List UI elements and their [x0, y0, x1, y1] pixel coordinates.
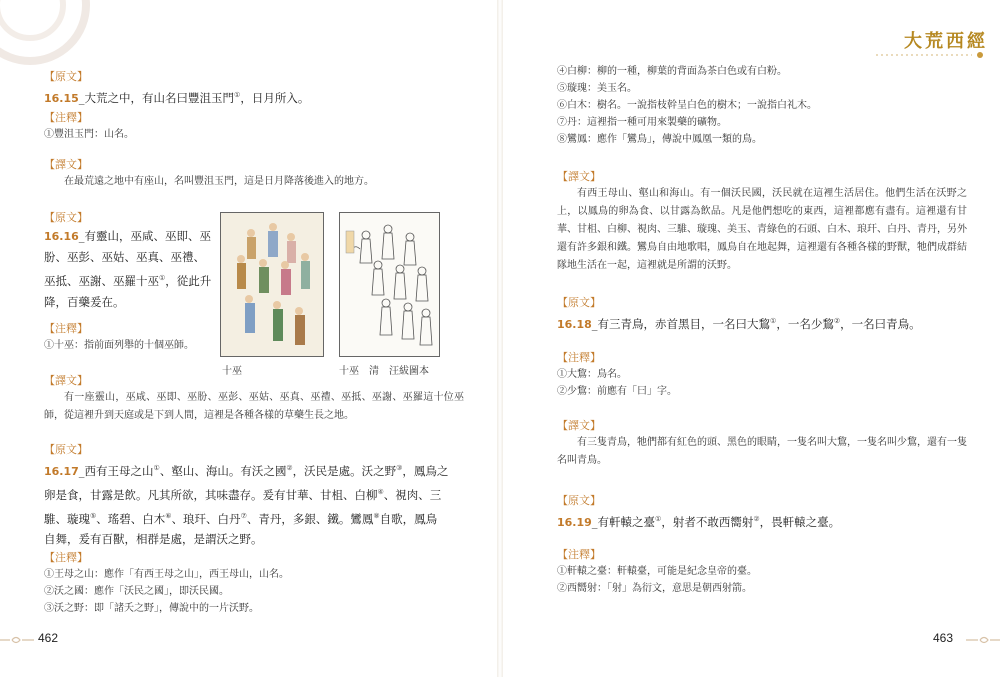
notes-16-17: 【注釋】 ①王母之山：應作「有西王母之山」，西王母山，山名。 ②沃之國：應作「沃民之國」，即沃民國。 ③沃之野：即「諸夭之野」，傳說中的一片沃野。	[44, 551, 289, 614]
page-number: 463	[933, 631, 954, 645]
translation-text: 在最荒遠之地中有座山，名叫豐沮玉門，這是日月降落後進入的地方。	[64, 176, 374, 187]
entry-16-19: 【原文】 16.19_有軒轅之臺①，射者不敢西嚮射②，畏軒轅之臺。	[557, 492, 967, 533]
header-ornament-icon	[876, 50, 986, 60]
notes-16-19: 【注釋】 ①軒轅之臺：軒轅臺，可能是紀念皇帝的臺。 ②西嚮射：「射」為衍文，意思是朝西射箭。	[557, 548, 757, 594]
ornament-icon	[966, 635, 1000, 645]
trans-16-16: 【譯文】 有一座靈山，巫咸、巫即、巫朌、巫彭、巫姑、巫真、巫禮、巫抵、巫謝、巫羅這十位巫師，從這裡升到天庭或是下到人間，這裡是各種各樣的草藥生長之地。	[44, 374, 464, 421]
trans-16-15	[44, 156, 464, 191]
notes-16-16: 【注釋】 ①十巫：指前面列舉的十個巫師。	[44, 322, 194, 351]
entry-text: 16.19_有軒轅之臺①，射者不敢西嚮射②，畏軒轅之臺。	[557, 514, 841, 529]
note-line: ①豐沮玉門：山名。	[44, 128, 134, 140]
notes-16-18: 【注釋】 ①大鵹：鳥名。 ②少鵹：前應有「曰」字。	[557, 351, 677, 397]
trans-16-17: 【譯文】 有西王母山、壑山和海山。有一個沃民國，沃民就在這裡生活居住。他們生活在沃野之上，以鳳鳥的卵為食、以甘露為飲品。凡是他們想吃的東西，這裡都應有盡有。這裡還有甘華、甘柤、白柳、視肉、三騅、璇瑰、美玉、青綠色的石頭、白木、琅玕、白丹、青丹，另外還有許多銀和鐵。鸞鳥自由地歌唱，鳳鳥自在地起舞，這裡還有各種各樣的野獸，牠們成群結隊地生活在一起，這裡就是所謂的沃野。	[557, 170, 967, 271]
entry-16-16: 【原文】 16.16_有靈山，巫咸、巫即、巫 朌、巫彭、巫姑、巫真、巫禮、 巫抵、巫謝、巫羅十巫①，從此升 降，百藥爰在。	[44, 209, 220, 313]
chapter-title: 大荒西經	[904, 31, 988, 52]
trans-16-18: 【譯文】 有三隻青鳥，牠們都有紅色的頭、黑色的眼睛，一隻名叫大鵹，一隻名叫少鵹，還有一隻名叫青鳥。	[557, 419, 967, 466]
figure-ten-shamans-color	[220, 212, 324, 377]
entry-text: 16.16_有靈山，巫咸、巫即、巫 朌、巫彭、巫姑、巫真、巫禮、 巫抵、巫謝、巫羅十巫①，從此升 降，百藥爰在。	[44, 229, 212, 309]
figure-caption: 十巫	[222, 366, 242, 377]
figure-ten-shamans-line	[339, 212, 440, 377]
right-page	[500, 0, 1000, 677]
label-zhushi: 【注釋】	[44, 110, 88, 124]
entry-16-15	[44, 68, 464, 143]
ornament-icon	[0, 635, 34, 645]
figure-caption: 十巫 清 汪紱圖本	[339, 366, 429, 377]
footer-right	[500, 631, 1000, 649]
entry-16-17: 【原文】 16.17_西有王母之山①、壑山、海山。有沃之國②，沃民是處。沃之野③，鳳鳥之 卵是食，甘露是飲。凡其所欲，其味盡存。爰有甘華、甘柤、白柳④、視肉、三 騅、璇瑰⑤、瑤碧、白木⑥、琅玕、白丹⑦、青丹，多銀、鐵。鸞鳳⑧自歌，鳳鳥 自舞，爰有百獸，相群是處，是謂沃之野。	[44, 441, 464, 550]
seal-ornament	[0, 0, 104, 70]
entry-text: 16.15_大荒之中，有山名曰豐沮玉門①，日月所入。	[44, 90, 310, 105]
label-yuanwen: 【原文】	[44, 70, 88, 83]
label-yiwen: 【譯文】	[44, 158, 88, 171]
page-number: 462	[38, 631, 59, 645]
entry-text: 16.17_西有王母之山①、壑山、海山。有沃之國②，沃民是處。沃之野③，鳳鳥之 卵是食，甘露是飲。凡其所欲，其味盡存。爰有甘華、甘柤、白柳④、視肉、三 騅、璇瑰⑤、瑤碧、白木⑥、琅玕、白丹⑦、青丹，多銀、鐵。鸞鳳⑧自歌，鳳鳥 自舞，爰有百獸，相群是處，是謂沃之野。	[44, 463, 449, 547]
footer-left	[0, 631, 500, 649]
entry-text: 16.18_有三青鳥，赤首黑目，一名曰大鵹①，一名少鵹②，一名曰青鳥。	[557, 316, 921, 331]
notes-16-17-cont: ④白柳：柳的一種，柳葉的背面為茶白色或有白粉。 ⑤璇瑰：美玉名。 ⑥白木：樹名。一說指枝幹呈白色的樹木；一說指白礼木。 ⑦丹：這裡指一種可用來製藥的礦物。 ⑧鸞鳳：應作「鸞鳥」，傳說中鳳凰一類的鳥。	[557, 66, 817, 145]
entry-16-18: 【原文】 16.18_有三青鳥，赤首黑目，一名曰大鵹①，一名少鵹②，一名曰青鳥。	[557, 294, 967, 335]
